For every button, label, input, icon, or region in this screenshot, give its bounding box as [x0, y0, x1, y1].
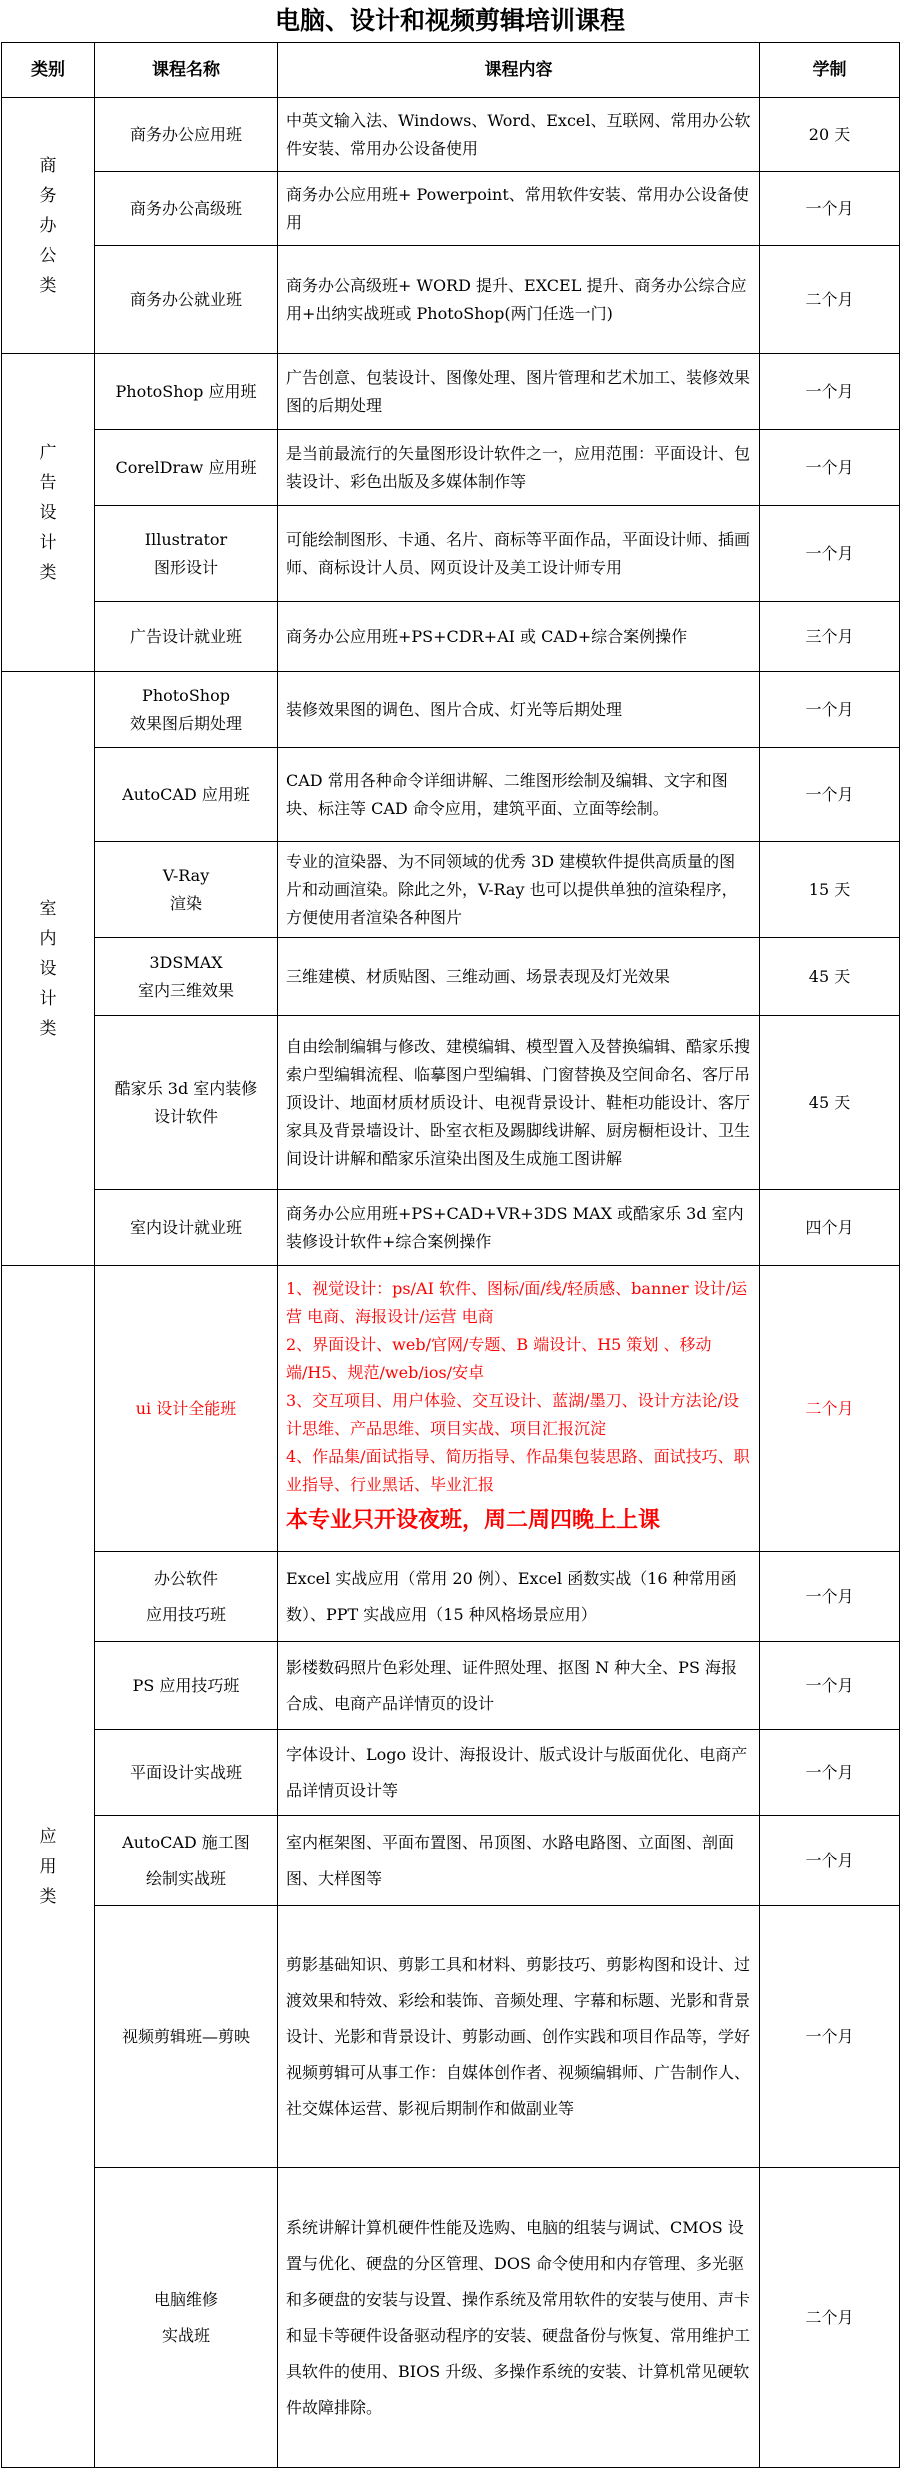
- table-row: [2, 172, 900, 246]
- table-row: [2, 748, 900, 842]
- table-row: [2, 938, 900, 1016]
- course-duration: 45 天: [760, 938, 900, 1016]
- course-name: [95, 2168, 278, 2468]
- course-name-line2: 渲染: [169, 893, 202, 913]
- category-cell: [2, 1266, 95, 2468]
- course-name-line1: V-Ray: [162, 865, 210, 885]
- course-content: 剪影基础知识、剪影工具和材料、剪影技巧、剪影构图和设计、过渡效果和特效、彩绘和装饰、音频处理、字幕和标题、光影和背景设计、光影和背景设计、剪影动画、创作实践和项目作品等，学好视频剪辑可从事工作：自媒体创作者、视频编辑师、广告制作人、社交媒体运营、影视后期制作和做副业等: [278, 1906, 760, 2168]
- category-label: 室内设计类: [39, 898, 57, 1039]
- course-duration: 20 天: [760, 98, 900, 172]
- course-name: 商务办公高级班: [95, 172, 278, 246]
- course-name-line1: Illustrator: [144, 529, 228, 549]
- course-name: PS 应用技巧班: [95, 1642, 278, 1730]
- content-line: 1、视觉设计：ps/AI 软件、图标/面/线/轻质感、banner 设计/运营 电商、海报设计/运营 电商: [286, 1278, 748, 1326]
- course-duration: 一个月: [760, 1906, 900, 2168]
- course-duration: 二个月: [760, 1266, 900, 1552]
- course-name: PhotoShop 应用班: [95, 354, 278, 430]
- table-row: [2, 98, 900, 172]
- course-name-line2: 效果图后期处理: [129, 713, 242, 733]
- course-content: 装修效果图的调色、图片合成、灯光等后期处理: [278, 672, 760, 748]
- category-label: 商务办公类: [39, 155, 57, 296]
- table-row: [2, 506, 900, 602]
- course-name-line2: 室内三维效果: [137, 980, 234, 1000]
- table-row: [2, 1816, 900, 1906]
- table-row: [2, 842, 900, 938]
- course-name-line2: 绘制实战班: [145, 1868, 226, 1888]
- course-name-line2: 实战班: [161, 2325, 210, 2345]
- course-name-line1: 酷家乐 3d 室内装修: [114, 1078, 258, 1098]
- table-row: [2, 430, 900, 506]
- course-content: 系统讲解计算机硬件性能及选购、电脑的组装与调试、CMOS 设置与优化、硬盘的分区管理、DOS 命令使用和内存管理、多光驱和多硬盘的安装与设置、操作系统及常用软件的安装与使用、声卡和显卡等硬件设备驱动程序的安装、硬盘备份与恢复、常用维护工具软件的使用、BIOS 升级、多操作系统的安装、计算机常见硬软件故障排除。: [278, 2168, 760, 2468]
- course-duration: 一个月: [760, 1816, 900, 1906]
- course-content: 三维建模、材质贴图、三维动画、场景表现及灯光效果: [278, 938, 760, 1016]
- category-cell: [2, 98, 95, 354]
- course-content: CAD 常用各种命令详细讲解、二维图形绘制及编辑、文字和图块、标注等 CAD 命令应用，建筑平面、立面等绘制。: [278, 748, 760, 842]
- course-name-line1: 3DSMAX: [149, 952, 223, 972]
- course-name: [95, 938, 278, 1016]
- course-name-line2: 图形设计: [153, 557, 218, 577]
- course-name: [95, 506, 278, 602]
- course-content: 是当前最流行的矢量图形设计软件之一，应用范围：平面设计、包装设计、彩色出版及多媒体制作等: [278, 430, 760, 506]
- content-line: 2、界面设计、web/官网/专题、B 端设计、H5 策划 、移动端/H5、规范/web/ios/安卓: [286, 1334, 712, 1382]
- course-name: [95, 1552, 278, 1642]
- course-duration: 二个月: [760, 246, 900, 354]
- header-course-content: 课程内容: [278, 43, 760, 98]
- course-name: [95, 1016, 278, 1190]
- course-duration: 一个月: [760, 430, 900, 506]
- table-row: [2, 602, 900, 672]
- course-name: 商务办公就业班: [95, 246, 278, 354]
- night-class-notice: 本专业只开设夜班，周二周四晚上上课: [286, 1507, 661, 1533]
- table-row: [2, 672, 900, 748]
- table-row: [2, 1730, 900, 1816]
- course-name: CorelDraw 应用班: [95, 430, 278, 506]
- course-duration: 一个月: [760, 1730, 900, 1816]
- course-name: [95, 842, 278, 938]
- course-name: ui 设计全能班: [95, 1266, 278, 1552]
- table-header-row: [2, 43, 900, 98]
- course-name: AutoCAD 应用班: [95, 748, 278, 842]
- course-content: 商务办公高级班+ WORD 提升、EXCEL 提升、商务办公综合应用+出纳实战班或 PhotoShop(两门任选一门): [278, 246, 760, 354]
- course-name: 商务办公应用班: [95, 98, 278, 172]
- course-content: [278, 1266, 760, 1552]
- course-content: 影楼数码照片色彩处理、证件照处理、抠图 N 种大全、PS 海报合成、电商产品详情页的设计: [278, 1642, 760, 1730]
- course-content: 中英文输入法、Windows、Word、Excel、互联网、常用办公软件安装、常用办公设备使用: [278, 98, 760, 172]
- course-name: 平面设计实战班: [95, 1730, 278, 1816]
- course-duration: 一个月: [760, 1642, 900, 1730]
- course-name-line1: 办公软件: [153, 1568, 218, 1588]
- course-name-line2: 应用技巧班: [145, 1604, 226, 1624]
- content-line: 4、作品集/面试指导、简历指导、作品集包装思路、面试技巧、职业指导、行业黑话、毕业汇报: [286, 1446, 750, 1494]
- course-content: 广告创意、包装设计、图像处理、图片管理和艺术加工、装修效果图的后期处理: [278, 354, 760, 430]
- table-row: [2, 354, 900, 430]
- course-content: 室内框架图、平面布置图、吊顶图、水路电路图、立面图、剖面图、大样图等: [278, 1816, 760, 1906]
- course-duration: 一个月: [760, 172, 900, 246]
- course-name: 视频剪辑班—剪映: [95, 1906, 278, 2168]
- course-duration: 三个月: [760, 602, 900, 672]
- header-course-name: 课程名称: [95, 43, 278, 98]
- course-duration: 45 天: [760, 1016, 900, 1190]
- course-duration: 二个月: [760, 2168, 900, 2468]
- table-row: [2, 1266, 900, 1552]
- course-name: [95, 1816, 278, 1906]
- page-title: 电脑、设计和视频剪辑培训课程: [274, 6, 625, 35]
- table-row: [2, 1190, 900, 1266]
- table-row: [2, 1906, 900, 2168]
- course-duration: 四个月: [760, 1190, 900, 1266]
- course-duration: 一个月: [760, 1552, 900, 1642]
- course-content: 自由绘制编辑与修改、建模编辑、模型置入及替换编辑、酷家乐搜索户型编辑流程、临摹图户型编辑、门窗替换及空间命名、客厅吊顶设计、地面材质材质设计、电视背景设计、鞋柜功能设计、客厅家具及背景墙设计、卧室衣柜及踢脚线讲解、厨房橱柜设计、卫生间设计讲解和酷家乐渲染出图及生成施工图讲解: [278, 1016, 760, 1190]
- course-content: 商务办公应用班+PS+CDR+AI 或 CAD+综合案例操作: [278, 602, 760, 672]
- category-cell: [2, 672, 95, 1266]
- table-row: [2, 1552, 900, 1642]
- course-content: 专业的渲染器、为不同领域的优秀 3D 建模软件提供高质量的图片和动画渲染。除此之外，V-Ray 也可以提供单独的渲染程序，方便使用者渲染各种图片: [278, 842, 760, 938]
- course-duration: 一个月: [760, 672, 900, 748]
- category-cell: [2, 354, 95, 672]
- course-content: 商务办公应用班+PS+CAD+VR+3DS MAX 或酷家乐 3d 室内装修设计软件+综合案例操作: [278, 1190, 760, 1266]
- course-name-line1: 电脑维修: [153, 2289, 218, 2309]
- category-label: 应用类: [39, 1826, 57, 1907]
- header-duration: 学制: [760, 43, 900, 98]
- table-row: [2, 1016, 900, 1190]
- table-row: [2, 246, 900, 354]
- course-name: 室内设计就业班: [95, 1190, 278, 1266]
- content-line: 3、交互项目、用户体验、交互设计、蓝湖/墨刀、设计方法论/设计思维、产品思维、项目实战、项目汇报沉淀: [286, 1390, 739, 1438]
- category-label: 广告设计类: [39, 442, 57, 583]
- course-content: 字体设计、Logo 设计、海报设计、版式设计与版面优化、电商产品详情页设计等: [278, 1730, 760, 1816]
- course-duration: 一个月: [760, 506, 900, 602]
- course-content: 商务办公应用班+ Powerpoint、常用软件安装、常用办公设备使用: [278, 172, 760, 246]
- course-table: [1, 42, 900, 2468]
- header-category: 类别: [2, 43, 95, 98]
- course-content: 可能绘制图形、卡通、名片、商标等平面作品，平面设计师、插画师、商标设计人员、网页设计及美工设计师专用: [278, 506, 760, 602]
- table-row: [2, 2168, 900, 2468]
- course-name: 广告设计就业班: [95, 602, 278, 672]
- course-name: [95, 672, 278, 748]
- table-row: [2, 1642, 900, 1730]
- course-name-line2: 设计软件: [153, 1106, 218, 1126]
- course-duration: 一个月: [760, 354, 900, 430]
- course-content: Excel 实战应用（常用 20 例）、Excel 函数实战（16 种常用函数）、PPT 实战应用（15 种风格场景应用）: [278, 1552, 760, 1642]
- course-name-line1: PhotoShop: [142, 685, 230, 705]
- course-duration: 一个月: [760, 748, 900, 842]
- course-duration: 15 天: [760, 842, 900, 938]
- course-name-line1: AutoCAD 施工图: [122, 1832, 250, 1852]
